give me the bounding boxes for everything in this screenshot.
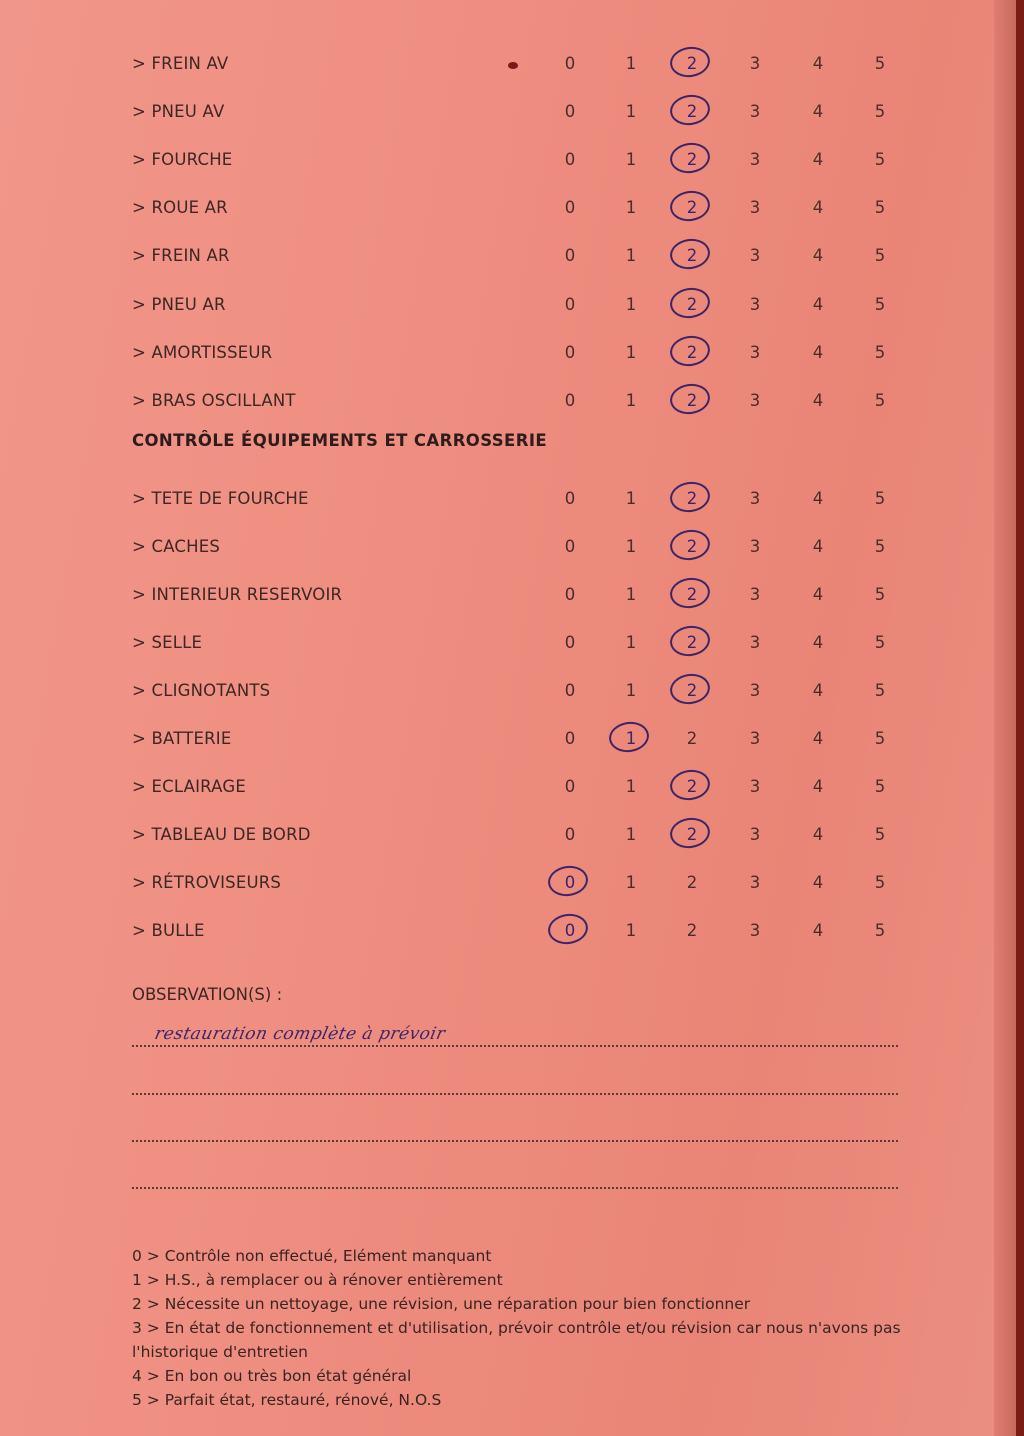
score-option: 2 xyxy=(680,102,704,121)
score-option: 5 xyxy=(874,150,886,169)
score-option: 0 xyxy=(564,585,576,604)
selected-score-circle xyxy=(668,381,712,416)
score-option: 5 xyxy=(874,873,886,892)
rating-row xyxy=(0,527,1010,567)
rating-row-label: > RÉTROVISEURS xyxy=(132,873,282,892)
score-option: 5 xyxy=(874,489,886,508)
selected-score-circle xyxy=(668,92,712,127)
score-option: 1 xyxy=(625,825,637,844)
score-option: 2 xyxy=(680,777,704,796)
score-option: 5 xyxy=(874,921,886,940)
observation-handwriting: restauration complète à prévoir xyxy=(152,1024,448,1044)
score-option: 0 xyxy=(564,343,576,362)
rating-row-label: > AMORTISSEUR xyxy=(132,343,273,362)
selected-score-circle xyxy=(668,333,712,368)
selected-score-circle xyxy=(668,236,712,271)
observation-line-2 xyxy=(132,1093,898,1095)
score-option: 3 xyxy=(749,246,761,265)
selected-score-circle xyxy=(546,863,590,898)
observation-line-1 xyxy=(132,1045,898,1047)
rating-row xyxy=(0,719,1010,759)
score-option: 4 xyxy=(812,343,824,362)
selected-score-circle xyxy=(668,767,712,802)
score-option: 1 xyxy=(625,198,637,217)
score-option: 3 xyxy=(749,585,761,604)
score-option: 1 xyxy=(625,102,637,121)
rating-row xyxy=(0,92,1010,132)
rating-row-label: > TABLEAU DE BORD xyxy=(132,825,311,844)
selected-score-circle xyxy=(546,911,590,946)
selected-score-circle xyxy=(668,575,712,610)
selected-score-circle xyxy=(668,671,712,706)
score-option: 1 xyxy=(625,537,637,556)
score-option: 4 xyxy=(812,873,824,892)
selected-score-circle xyxy=(668,285,712,320)
score-option: 0 xyxy=(564,102,576,121)
rating-row-label: > FREIN AV xyxy=(132,54,229,73)
legend-item-0: 0 > Contrôle non effectué, Elément manquant xyxy=(132,1247,492,1265)
rating-row-label: > TETE DE FOURCHE xyxy=(132,489,309,508)
score-option: 4 xyxy=(812,537,824,556)
rating-row-label: > BULLE xyxy=(132,921,205,940)
score-option: 1 xyxy=(625,246,637,265)
legend-item-5: 5 > Parfait état, restauré, rénové, N.O.S xyxy=(132,1391,442,1409)
score-option: 1 xyxy=(625,489,637,508)
rating-row xyxy=(0,767,1010,807)
score-option: 4 xyxy=(812,198,824,217)
rating-row xyxy=(0,44,1010,84)
score-option: 1 xyxy=(625,633,637,652)
score-option: 3 xyxy=(749,921,761,940)
score-option: 3 xyxy=(749,343,761,362)
score-option: 3 xyxy=(749,681,761,700)
score-option: 5 xyxy=(874,343,886,362)
legend-item-4: 4 > En bon ou très bon état général xyxy=(132,1367,412,1385)
score-option: 2 xyxy=(680,246,704,265)
score-option: 5 xyxy=(874,777,886,796)
score-option: 4 xyxy=(812,489,824,508)
score-option: 4 xyxy=(812,391,824,410)
score-option: 2 xyxy=(686,873,698,892)
score-option: 0 xyxy=(564,295,576,314)
score-option: 3 xyxy=(749,150,761,169)
score-option: 5 xyxy=(874,102,886,121)
rating-row xyxy=(0,575,1010,615)
selected-score-circle xyxy=(668,140,712,175)
selected-score-circle xyxy=(668,479,712,514)
score-option: 1 xyxy=(625,873,637,892)
score-option: 0 xyxy=(564,246,576,265)
rating-row-label: > CLIGNOTANTS xyxy=(132,681,271,700)
rating-row xyxy=(0,815,1010,855)
rating-row-label: > BRAS OSCILLANT xyxy=(132,391,296,410)
score-option: 0 xyxy=(564,391,576,410)
score-option: 0 xyxy=(564,150,576,169)
score-option: 3 xyxy=(749,54,761,73)
legend-item-2: 2 > Nécessite un nettoyage, une révision, une réparation pour bien fonctionner xyxy=(132,1295,751,1313)
score-option: 0 xyxy=(558,921,582,940)
score-option: 4 xyxy=(812,777,824,796)
rating-row-label: > SELLE xyxy=(132,633,203,652)
score-option: 3 xyxy=(749,825,761,844)
score-option: 5 xyxy=(874,633,886,652)
score-option: 2 xyxy=(680,54,704,73)
score-option: 4 xyxy=(812,150,824,169)
rating-row-label: > BATTERIE xyxy=(132,729,232,748)
score-option: 4 xyxy=(812,633,824,652)
score-option: 1 xyxy=(625,295,637,314)
legend-item-3: 3 > En état de fonctionnement et d'utilisation, prévoir contrôle et/ou révision car nous n'avons pas l'historique d'entretien xyxy=(132,1319,901,1361)
rating-row xyxy=(0,911,1010,951)
score-option: 0 xyxy=(564,54,576,73)
rating-row xyxy=(0,671,1010,711)
score-option: 1 xyxy=(625,150,637,169)
score-option: 1 xyxy=(625,777,637,796)
score-option: 0 xyxy=(564,681,576,700)
selected-score-circle xyxy=(668,188,712,223)
score-option: 2 xyxy=(680,489,704,508)
score-option: 5 xyxy=(874,198,886,217)
rating-row xyxy=(0,381,1010,421)
observation-line-4 xyxy=(132,1187,898,1189)
score-option: 3 xyxy=(749,391,761,410)
rating-row-label: > ROUE AR xyxy=(132,198,228,217)
score-option: 5 xyxy=(874,537,886,556)
score-option: 2 xyxy=(680,633,704,652)
selected-score-circle xyxy=(668,44,712,79)
score-option: 2 xyxy=(680,295,704,314)
rating-row xyxy=(0,140,1010,180)
score-option: 1 xyxy=(625,921,637,940)
selected-score-circle xyxy=(668,623,712,658)
score-option: 2 xyxy=(680,585,704,604)
score-option: 0 xyxy=(564,633,576,652)
score-option: 2 xyxy=(686,921,698,940)
score-option: 2 xyxy=(686,729,698,748)
score-option: 3 xyxy=(749,489,761,508)
score-option: 3 xyxy=(749,729,761,748)
rating-row xyxy=(0,333,1010,373)
selected-score-circle xyxy=(607,719,651,754)
score-option: 4 xyxy=(812,246,824,265)
score-option: 3 xyxy=(749,295,761,314)
rating-row xyxy=(0,479,1010,519)
score-option: 4 xyxy=(812,921,824,940)
rating-row-label: > ECLAIRAGE xyxy=(132,777,246,796)
score-option: 4 xyxy=(812,681,824,700)
section-title: CONTRÔLE ÉQUIPEMENTS ET CARROSSERIE xyxy=(132,431,548,450)
rating-row xyxy=(0,863,1010,903)
rating-row xyxy=(0,623,1010,663)
score-option: 0 xyxy=(564,489,576,508)
observation-line-3 xyxy=(132,1140,898,1142)
rating-row-label: > CACHES xyxy=(132,537,221,556)
rating-row xyxy=(0,188,1010,228)
score-option: 2 xyxy=(680,825,704,844)
score-option: 3 xyxy=(749,537,761,556)
score-option: 5 xyxy=(874,825,886,844)
score-option: 3 xyxy=(749,198,761,217)
score-option: 3 xyxy=(749,873,761,892)
score-option: 4 xyxy=(812,102,824,121)
score-option: 5 xyxy=(874,54,886,73)
score-option: 2 xyxy=(680,343,704,362)
legend-item-1: 1 > H.S., à remplacer ou à rénover entièrement xyxy=(132,1271,503,1289)
rating-row-label: > INTERIEUR RESERVOIR xyxy=(132,585,343,604)
score-option: 0 xyxy=(564,777,576,796)
score-option: 5 xyxy=(874,729,886,748)
score-option: 2 xyxy=(680,537,704,556)
rating-row-label: > FREIN AR xyxy=(132,246,230,265)
selected-score-circle xyxy=(668,815,712,850)
score-option: 1 xyxy=(625,681,637,700)
score-option: 1 xyxy=(625,391,637,410)
score-option: 5 xyxy=(874,585,886,604)
score-option: 5 xyxy=(874,391,886,410)
score-option: 1 xyxy=(625,54,637,73)
selected-score-circle xyxy=(668,527,712,562)
score-option: 1 xyxy=(625,343,637,362)
score-option: 4 xyxy=(812,729,824,748)
score-option: 4 xyxy=(812,825,824,844)
score-option: 2 xyxy=(680,150,704,169)
score-option: 5 xyxy=(874,295,886,314)
score-option: 1 xyxy=(625,585,637,604)
score-option: 4 xyxy=(812,585,824,604)
score-option: 3 xyxy=(749,777,761,796)
score-option: 5 xyxy=(874,246,886,265)
rating-row xyxy=(0,236,1010,276)
score-option: 0 xyxy=(564,729,576,748)
score-option: 5 xyxy=(874,681,886,700)
score-option: 3 xyxy=(749,102,761,121)
observations-label: OBSERVATION(S) : xyxy=(132,985,283,1004)
score-option: 1 xyxy=(619,729,643,748)
score-option: 0 xyxy=(558,873,582,892)
rating-legend xyxy=(132,1244,902,1412)
score-option: 2 xyxy=(680,681,704,700)
score-option: 3 xyxy=(749,633,761,652)
score-option: 0 xyxy=(564,825,576,844)
score-option: 2 xyxy=(680,391,704,410)
score-option: 4 xyxy=(812,295,824,314)
rating-row xyxy=(0,285,1010,325)
score-option: 4 xyxy=(812,54,824,73)
score-option: 0 xyxy=(564,537,576,556)
rating-row-label: > PNEU AR xyxy=(132,295,226,314)
rating-row-label: > FOURCHE xyxy=(132,150,233,169)
score-option: 0 xyxy=(564,198,576,217)
rating-row-label: > PNEU AV xyxy=(132,102,225,121)
score-option: 2 xyxy=(680,198,704,217)
